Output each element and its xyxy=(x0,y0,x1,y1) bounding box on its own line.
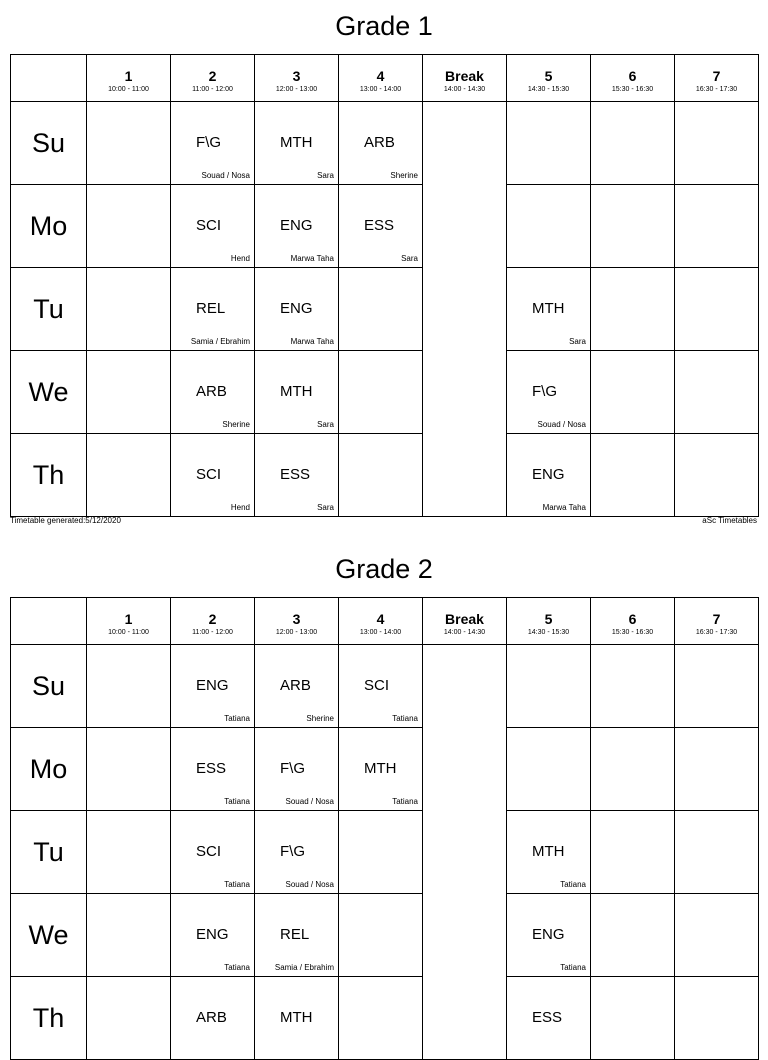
period-time: 14:30 - 15:30 xyxy=(527,86,570,93)
lesson-cell xyxy=(591,645,675,728)
lesson-cell xyxy=(87,728,171,811)
lesson-cell xyxy=(675,894,759,977)
lesson-cell xyxy=(591,351,675,434)
lesson-cell xyxy=(87,811,171,894)
lesson-cell xyxy=(507,185,591,268)
lesson-cell xyxy=(591,811,675,894)
period-header xyxy=(339,598,423,645)
lesson-cell xyxy=(339,728,423,811)
period-label: 6 xyxy=(628,68,637,84)
lesson-subject: ENG xyxy=(280,300,313,317)
lesson-cell xyxy=(675,185,759,268)
day-name: Su xyxy=(31,127,66,158)
lesson-cell xyxy=(507,811,591,894)
lesson-cell xyxy=(507,894,591,977)
period-header xyxy=(255,55,339,102)
day-name: Su xyxy=(31,670,66,701)
lesson-teacher: Sara xyxy=(317,420,334,429)
lesson-teacher: Sherine xyxy=(390,171,418,180)
lesson-cell xyxy=(171,102,255,185)
period-time: 14:00 - 14:30 xyxy=(443,629,486,636)
lesson-cell xyxy=(675,977,759,1060)
period-header-row xyxy=(11,598,759,645)
lesson-cell xyxy=(255,268,339,351)
lesson-teacher: Sara xyxy=(317,171,334,180)
lesson-subject: ESS xyxy=(280,466,311,483)
lesson-subject: ARB xyxy=(196,383,227,400)
period-label: 1 xyxy=(124,611,133,627)
lesson-cell xyxy=(339,185,423,268)
lesson-teacher: Sara xyxy=(317,503,334,512)
lesson-cell xyxy=(255,977,339,1060)
lesson-teacher: Souad / Nosa xyxy=(285,797,334,806)
lesson-teacher: Sherine xyxy=(222,420,250,429)
lesson-cell xyxy=(507,977,591,1060)
period-time: 11:00 - 12:00 xyxy=(192,86,233,93)
lesson-cell xyxy=(339,811,423,894)
lesson-subject: REL xyxy=(196,300,226,317)
period-header xyxy=(507,598,591,645)
lesson-subject: F\G xyxy=(280,843,305,860)
lesson-cell xyxy=(171,185,255,268)
lesson-subject: ENG xyxy=(532,926,565,943)
lesson-teacher: Samia / Ebrahim xyxy=(190,337,250,346)
day-row xyxy=(11,102,759,185)
lesson-cell xyxy=(171,894,255,977)
lesson-teacher: Sara xyxy=(401,254,418,263)
lesson-subject: ENG xyxy=(196,677,229,694)
lesson-subject: ESS xyxy=(532,1009,563,1026)
lesson-subject: SCI xyxy=(196,466,222,483)
day-label-cell xyxy=(11,811,87,894)
break-column xyxy=(423,645,507,1060)
period-label: 7 xyxy=(712,68,721,84)
period-time: 12:00 - 13:00 xyxy=(275,629,318,636)
lesson-subject: ARB xyxy=(196,1009,227,1026)
period-header xyxy=(675,598,759,645)
lesson-cell xyxy=(507,645,591,728)
generated-note: Timetable generated:5/12/2020 xyxy=(10,516,121,525)
day-row xyxy=(11,434,759,517)
lesson-cell xyxy=(339,434,423,517)
period-label: 5 xyxy=(544,68,553,84)
break-header xyxy=(423,598,507,645)
period-header-row xyxy=(11,55,759,102)
day-label-cell xyxy=(11,351,87,434)
lesson-cell xyxy=(87,185,171,268)
period-time: 11:00 - 12:00 xyxy=(192,629,233,636)
lesson-cell xyxy=(591,434,675,517)
lesson-teacher: Souad / Nosa xyxy=(201,171,250,180)
lesson-subject: SCI xyxy=(364,677,390,694)
day-name: Th xyxy=(32,459,65,490)
period-header xyxy=(591,55,675,102)
day-label-cell xyxy=(11,185,87,268)
lesson-cell xyxy=(591,102,675,185)
lesson-cell xyxy=(591,977,675,1060)
lesson-cell xyxy=(87,645,171,728)
period-label: 4 xyxy=(376,611,385,627)
lesson-teacher: Marwa Taha xyxy=(542,503,586,512)
period-time: 15:30 - 16:30 xyxy=(611,86,654,93)
lesson-teacher: Tatiana xyxy=(392,797,418,806)
lesson-cell xyxy=(339,102,423,185)
period-header xyxy=(171,598,255,645)
day-row xyxy=(11,645,759,728)
day-name: Tu xyxy=(33,293,64,324)
lesson-teacher: Hend xyxy=(230,503,250,512)
day-row xyxy=(11,811,759,894)
lesson-cell xyxy=(591,268,675,351)
lesson-cell xyxy=(339,268,423,351)
lesson-cell xyxy=(591,894,675,977)
lesson-subject: MTH xyxy=(532,300,565,317)
lesson-teacher: Tatiana xyxy=(560,963,586,972)
lesson-cell xyxy=(255,811,339,894)
lesson-cell xyxy=(255,645,339,728)
period-label: Break xyxy=(445,68,484,84)
lesson-teacher: Samia / Ebrahim xyxy=(274,963,334,972)
lesson-teacher: Sherine xyxy=(306,714,334,723)
period-time: 16:30 - 17:30 xyxy=(695,86,738,93)
day-label-cell xyxy=(11,102,87,185)
lesson-teacher: Hend xyxy=(230,254,250,263)
lesson-teacher: Tatiana xyxy=(224,880,250,889)
lesson-subject: F\G xyxy=(532,383,557,400)
lesson-cell xyxy=(339,977,423,1060)
lesson-cell xyxy=(87,894,171,977)
day-row xyxy=(11,728,759,811)
period-time: 10:00 - 11:00 xyxy=(108,629,149,636)
day-label-cell xyxy=(11,728,87,811)
day-name: Tu xyxy=(33,836,64,867)
period-header xyxy=(339,55,423,102)
lesson-subject: MTH xyxy=(364,760,397,777)
period-label: 3 xyxy=(292,611,301,627)
lesson-subject: ARB xyxy=(364,134,395,151)
corner-cell xyxy=(11,598,87,645)
timetable-title: Grade 1 xyxy=(335,11,433,41)
day-row xyxy=(11,894,759,977)
lesson-subject: ENG xyxy=(280,217,313,234)
period-header xyxy=(87,598,171,645)
lesson-teacher: Sara xyxy=(569,337,586,346)
lesson-teacher: Tatiana xyxy=(224,963,250,972)
period-header xyxy=(591,598,675,645)
lesson-subject: MTH xyxy=(280,383,313,400)
lesson-teacher: Tatiana xyxy=(560,880,586,889)
lesson-subject: SCI xyxy=(196,217,222,234)
period-label: 2 xyxy=(208,611,217,627)
period-time: 14:00 - 14:30 xyxy=(443,86,486,93)
lesson-cell xyxy=(171,811,255,894)
period-label: 6 xyxy=(628,611,637,627)
lesson-cell xyxy=(171,351,255,434)
day-row xyxy=(11,185,759,268)
lesson-cell xyxy=(255,434,339,517)
period-label: Break xyxy=(445,611,484,627)
period-label: 4 xyxy=(376,68,385,84)
period-time: 13:00 - 14:00 xyxy=(359,86,402,93)
lesson-cell xyxy=(171,434,255,517)
lesson-cell xyxy=(675,728,759,811)
lesson-subject: ENG xyxy=(196,926,229,943)
lesson-teacher: Souad / Nosa xyxy=(285,880,334,889)
break-header xyxy=(423,55,507,102)
lesson-cell xyxy=(87,977,171,1060)
lesson-cell xyxy=(675,102,759,185)
lesson-cell xyxy=(171,728,255,811)
lesson-cell xyxy=(255,894,339,977)
day-label-cell xyxy=(11,268,87,351)
timetable-table xyxy=(10,54,759,517)
day-name: We xyxy=(28,376,69,407)
break-column xyxy=(423,102,507,517)
period-header xyxy=(675,55,759,102)
lesson-teacher: Souad / Nosa xyxy=(537,420,586,429)
period-label: 5 xyxy=(544,611,553,627)
period-time: 10:00 - 11:00 xyxy=(108,86,149,93)
lesson-cell xyxy=(675,351,759,434)
lesson-teacher: Marwa Taha xyxy=(290,337,334,346)
period-time: 13:00 - 14:00 xyxy=(359,629,402,636)
lesson-cell xyxy=(675,645,759,728)
period-header xyxy=(255,598,339,645)
lesson-subject: ENG xyxy=(532,466,565,483)
lesson-cell xyxy=(87,102,171,185)
timetable-title: Grade 2 xyxy=(335,554,433,584)
lesson-cell xyxy=(255,102,339,185)
lesson-cell xyxy=(339,645,423,728)
period-label: 1 xyxy=(124,68,133,84)
timetable-table xyxy=(10,597,759,1060)
lesson-cell xyxy=(171,977,255,1060)
lesson-subject: ESS xyxy=(364,217,395,234)
lesson-cell xyxy=(507,351,591,434)
lesson-cell xyxy=(171,645,255,728)
day-name: Mo xyxy=(29,753,68,784)
lesson-cell xyxy=(255,351,339,434)
lesson-teacher: Tatiana xyxy=(392,714,418,723)
period-header xyxy=(507,55,591,102)
lesson-subject: F\G xyxy=(196,134,221,151)
day-label-cell xyxy=(11,894,87,977)
lesson-subject: MTH xyxy=(280,1009,313,1026)
day-row xyxy=(11,977,759,1060)
lesson-cell xyxy=(255,728,339,811)
lesson-teacher: Tatiana xyxy=(224,714,250,723)
lesson-cell xyxy=(675,434,759,517)
lesson-cell xyxy=(339,351,423,434)
day-name: Mo xyxy=(29,210,68,241)
lesson-cell xyxy=(591,728,675,811)
day-label-cell xyxy=(11,434,87,517)
lesson-cell xyxy=(675,811,759,894)
lesson-subject: ESS xyxy=(196,760,227,777)
lesson-cell xyxy=(171,268,255,351)
lesson-cell xyxy=(675,268,759,351)
period-label: 7 xyxy=(712,611,721,627)
period-header xyxy=(171,55,255,102)
lesson-cell xyxy=(507,728,591,811)
period-label: 3 xyxy=(292,68,301,84)
corner-cell xyxy=(11,55,87,102)
lesson-cell xyxy=(507,102,591,185)
lesson-cell xyxy=(339,894,423,977)
lesson-cell xyxy=(87,351,171,434)
day-label-cell xyxy=(11,645,87,728)
day-name: Th xyxy=(32,1002,65,1033)
period-header xyxy=(87,55,171,102)
period-time: 16:30 - 17:30 xyxy=(695,629,738,636)
lesson-cell xyxy=(87,268,171,351)
lesson-cell xyxy=(507,434,591,517)
period-time: 12:00 - 13:00 xyxy=(275,86,318,93)
day-row xyxy=(11,351,759,434)
period-label: 2 xyxy=(208,68,217,84)
lesson-subject: MTH xyxy=(280,134,313,151)
lesson-subject: F\G xyxy=(280,760,305,777)
period-time: 15:30 - 16:30 xyxy=(611,629,654,636)
day-name: We xyxy=(28,919,69,950)
lesson-subject: REL xyxy=(280,926,310,943)
lesson-subject: SCI xyxy=(196,843,222,860)
lesson-subject: ARB xyxy=(280,677,311,694)
lesson-teacher: Tatiana xyxy=(224,797,250,806)
lesson-cell xyxy=(255,185,339,268)
day-label-cell xyxy=(11,977,87,1060)
day-row xyxy=(11,268,759,351)
lesson-cell xyxy=(591,185,675,268)
generator-credit: aSc Timetables xyxy=(702,516,757,525)
lesson-cell xyxy=(87,434,171,517)
period-time: 14:30 - 15:30 xyxy=(527,629,570,636)
lesson-cell xyxy=(507,268,591,351)
lesson-subject: MTH xyxy=(532,843,565,860)
lesson-teacher: Marwa Taha xyxy=(290,254,334,263)
